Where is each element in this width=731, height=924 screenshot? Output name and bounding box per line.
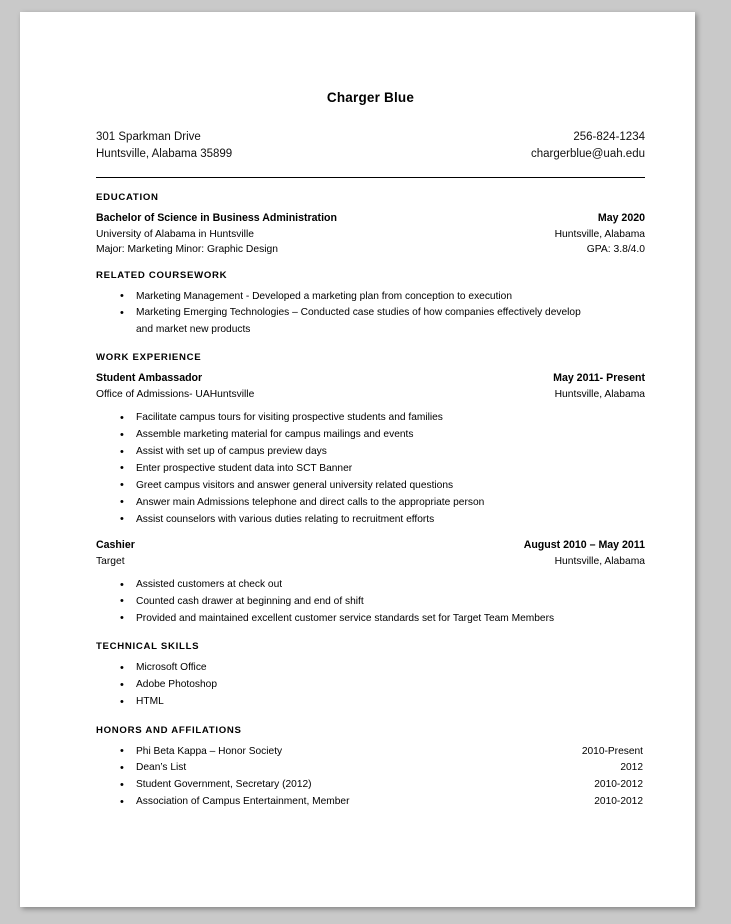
job-entry-cashier	[96, 538, 645, 627]
education-degree-row	[96, 211, 645, 227]
job-employer: Target	[96, 555, 125, 567]
job-employer-row	[96, 387, 645, 403]
list-item: • Association of Campus Entertainment, Member 2010-2012	[96, 794, 645, 810]
job-title-row	[96, 371, 645, 387]
degree-title: Bachelor of Science in Business Administration	[96, 212, 337, 224]
section-heading-education: EDUCATION	[96, 192, 159, 203]
contact-details	[531, 129, 645, 163]
list-item: • Greet campus visitors and answer general university related questions	[96, 478, 645, 494]
contact-address	[96, 129, 232, 163]
contact-block	[96, 129, 645, 163]
list-item: • Marketing Emerging Technologies – Conducted case studies of how companies effectively develop and market new products	[96, 305, 645, 338]
list-item: • Provided and maintained excellent customer service standards set for Target Team Members	[96, 611, 645, 627]
list-item: • Assemble marketing material for campus mailings and events	[96, 427, 645, 443]
job-title: Cashier	[96, 539, 135, 552]
list-item: • Counted cash drawer at beginning and end of shift	[96, 594, 645, 610]
job-bullets-list	[96, 577, 645, 627]
gpa: GPA: 3.8/4.0	[586, 244, 645, 255]
list-item: • Marketing Management - Developed a marketing plan from conception to execution	[96, 289, 645, 305]
section-heading-honors: HONORS AND AFFILATIONS	[96, 724, 242, 736]
school-name: University of Alabama in Huntsville	[96, 228, 254, 240]
list-item: • Adobe Photoshop	[96, 677, 645, 693]
list-item: • Phi Beta Kappa – Honor Society 2010-Present	[96, 744, 645, 760]
technical-skills-list	[96, 660, 645, 710]
job-title-row	[96, 538, 645, 554]
address-line-2: Huntsville, Alabama 35899	[96, 148, 233, 160]
list-item: • Facilitate campus tours for visiting prospective students and families	[96, 410, 645, 426]
job-location: Huntsville, Alabama	[554, 388, 645, 400]
coursework-list	[96, 289, 645, 339]
section-heading-work-experience: WORK EXPERIENCE	[96, 352, 202, 364]
list-item: • Microsoft Office	[96, 660, 645, 676]
honors-list	[96, 744, 645, 811]
email-address: chargerblue@uah.edu	[531, 148, 645, 160]
job-employer: Office of Admissions- UAHuntsville	[96, 388, 255, 400]
education-school-row	[96, 227, 645, 243]
list-item: • Student Government, Secretary (2012) 2010-2012	[96, 777, 645, 793]
list-item: • Assist counselors with various duties relating to recruitment efforts	[96, 512, 645, 528]
job-entry-student-ambassador	[96, 371, 645, 528]
job-dates: May 2011- Present	[553, 372, 645, 385]
list-item: • Dean’s List 2012	[96, 760, 645, 776]
address-line-1: 301 Sparkman Drive	[96, 131, 201, 143]
job-title: Student Ambassador	[96, 372, 203, 385]
list-item: • Assisted customers at check out	[96, 577, 645, 593]
list-item: • HTML	[96, 694, 645, 710]
education-major-row	[96, 242, 645, 258]
resume-body	[20, 12, 695, 907]
job-location: Huntsville, Alabama	[554, 555, 645, 567]
phone-number: 256-824-1234	[573, 131, 645, 143]
list-item: • Answer main Admissions telephone and direct calls to the appropriate person	[96, 495, 645, 511]
page-title: Charger Blue	[326, 90, 415, 105]
major-minor: Major: Marketing Minor: Graphic Design	[96, 244, 278, 255]
job-employer-row	[96, 554, 645, 570]
list-item: • Assist with set up of campus preview days	[96, 444, 645, 460]
degree-date: May 2020	[597, 212, 645, 224]
list-item: • Enter prospective student data into SCT Banner	[96, 461, 645, 477]
section-heading-technical-skills: TECHNICAL SKILLS	[96, 641, 200, 653]
school-location: Huntsville, Alabama	[554, 228, 645, 240]
section-heading-related-coursework: RELATED COURSEWORK	[96, 269, 228, 281]
header-divider	[96, 177, 645, 178]
job-dates: August 2010 – May 2011	[523, 539, 645, 552]
job-bullets-list	[96, 410, 645, 528]
document-page	[20, 12, 695, 907]
